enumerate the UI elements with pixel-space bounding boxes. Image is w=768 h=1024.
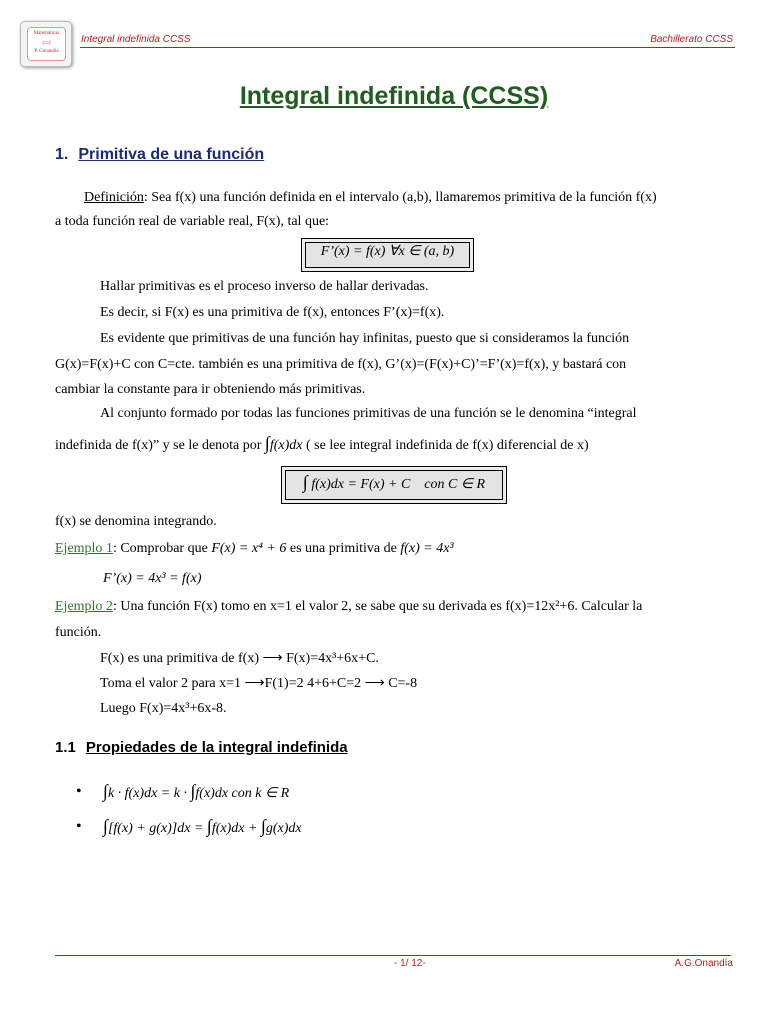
logo-text-1: Matemáticas [33,31,60,36]
paragraph-4b-post: ( se lee integral indefinida de f(x) diferencial de x) [306,438,589,453]
paragraph-3c: cambiar la constante para ir obteniendo más primitivas. [55,382,366,397]
property-2: ∫[f(x) + g(x)]dx = ∫f(x)dx + ∫g(x)dx [103,816,302,836]
ejemplo-2-line-2: función. [55,625,102,640]
logo-text-3: P. Gonandia [34,49,59,54]
paragraph-3a: Es evidente que primitivas de una función hay infinitas, puesto que si consideramos la función [100,331,630,346]
footer-author: A.G.Onandía [674,958,733,969]
formula-integral: ∫ f(x)dx = F(x) + C con C ∈ R [302,472,486,492]
section-label: Primitiva de una función [78,146,265,163]
ejemplo-2-label: Ejemplo 2 [55,599,113,614]
property-1-rhs: f(x)dx con k ∈ R [195,786,290,801]
paragraph-2: Es decir, si F(x) es una primitiva de f(x), entonces F’(x)=f(x). [100,305,445,320]
header-right: Bachillerato CCSS [650,34,733,45]
formula-integral-cond: con C ∈ R [424,477,486,492]
ejemplo-1-text-pre: : Comprobar que [112,541,208,556]
definition-term: Definición [84,190,144,205]
property-2-lhs: [f(x) + g(x)]dx = [107,821,204,836]
section-1-1-number: 1.1 [55,739,76,756]
ejemplo-1-text-mid: es una primitiva de [289,541,397,556]
definition-line-1 [84,189,657,207]
ejemplo-1 [55,540,454,558]
header-left: Integral indefinida CCSS [81,34,191,45]
property-2-rhs: g(x)dx [265,821,302,836]
property-1: ∫k · f(x)dx = k · ∫f(x)dx con k ∈ R [103,781,290,801]
formula-integral-expr: f(x)dx = F(x) + C [311,477,411,492]
bullet-icon: • [76,783,82,800]
ejemplo-1-F: F(x) = x⁴ + 6 [211,541,287,556]
header-rule [80,47,735,48]
paragraph-1: Hallar primitivas es el proceso inverso de hallar derivadas. [100,279,429,294]
definition-text-1: : Sea f(x) una función definida en el intervalo (a,b), llamaremos primitiva de la función f(x) [143,190,657,205]
formula-box-definition [301,238,474,272]
paragraph-4b-pre: indefinida de f(x)” y se le denota por [55,438,262,453]
integral-expression: f(x)dx [269,438,303,453]
ejemplo-1-label: Ejemplo 1 [55,541,113,556]
bullet-icon: • [76,818,82,835]
logo [20,21,72,67]
paragraph-4a: Al conjunto formado por todas las funciones primitivas de una función se le denomina “integral [100,406,637,421]
property-1-lhs: k · f(x)dx = k · [107,786,187,801]
formula-definition: F’(x) = f(x) ∀x ∈ (a, b) [320,244,455,259]
ejemplo-2-text-1: : Una función F(x) tomo en x=1 el valor 2, se sabe que su derivada es f(x)=12x²+6. Calcular la [112,599,643,614]
footer-rule [55,955,731,956]
ejemplo-2-step-2: Toma el valor 2 para x=1 ⟶F(1)=2 4+6+C=2 ⟶ C=-8 [100,676,418,691]
ejemplo-1-f: f(x) = 4x³ [400,541,454,556]
page-number: - 1/ 12- [394,958,426,969]
section-number: 1. [55,146,69,163]
ejemplo-1-check: F’(x) = 4x³ = f(x) [103,571,202,586]
logo-text-2: (▭) [42,41,51,46]
section-1-1-label: Propiedades de la integral indefinida [85,739,348,756]
paragraph-3b: G(x)=F(x)+C con C=cte. también es una primitiva de f(x), G’(x)=(F(x)+C)’=F’(x)=f(x), y bastará con [55,357,627,372]
property-2-mid: f(x)dx + [211,821,258,836]
ejemplo-2-step-3: Luego F(x)=4x³+6x-8. [100,701,227,716]
paragraph-4b [55,434,589,455]
formula-box-integral [281,466,507,504]
page-title: Integral indefinida (CCSS) [239,82,549,110]
ejemplo-2-line-1 [55,598,642,616]
section-heading-1-1 [55,739,348,756]
definition-line-2: a toda función real de variable real, F(x), tal que: [55,214,330,229]
ejemplo-2-step-1: F(x) es una primitiva de f(x) ⟶ F(x)=4x³+6x+C. [100,651,379,666]
integral-sign: ∫ [264,433,270,453]
section-heading-1 [55,146,264,164]
integrando-line: f(x) se denomina integrando. [55,514,217,529]
